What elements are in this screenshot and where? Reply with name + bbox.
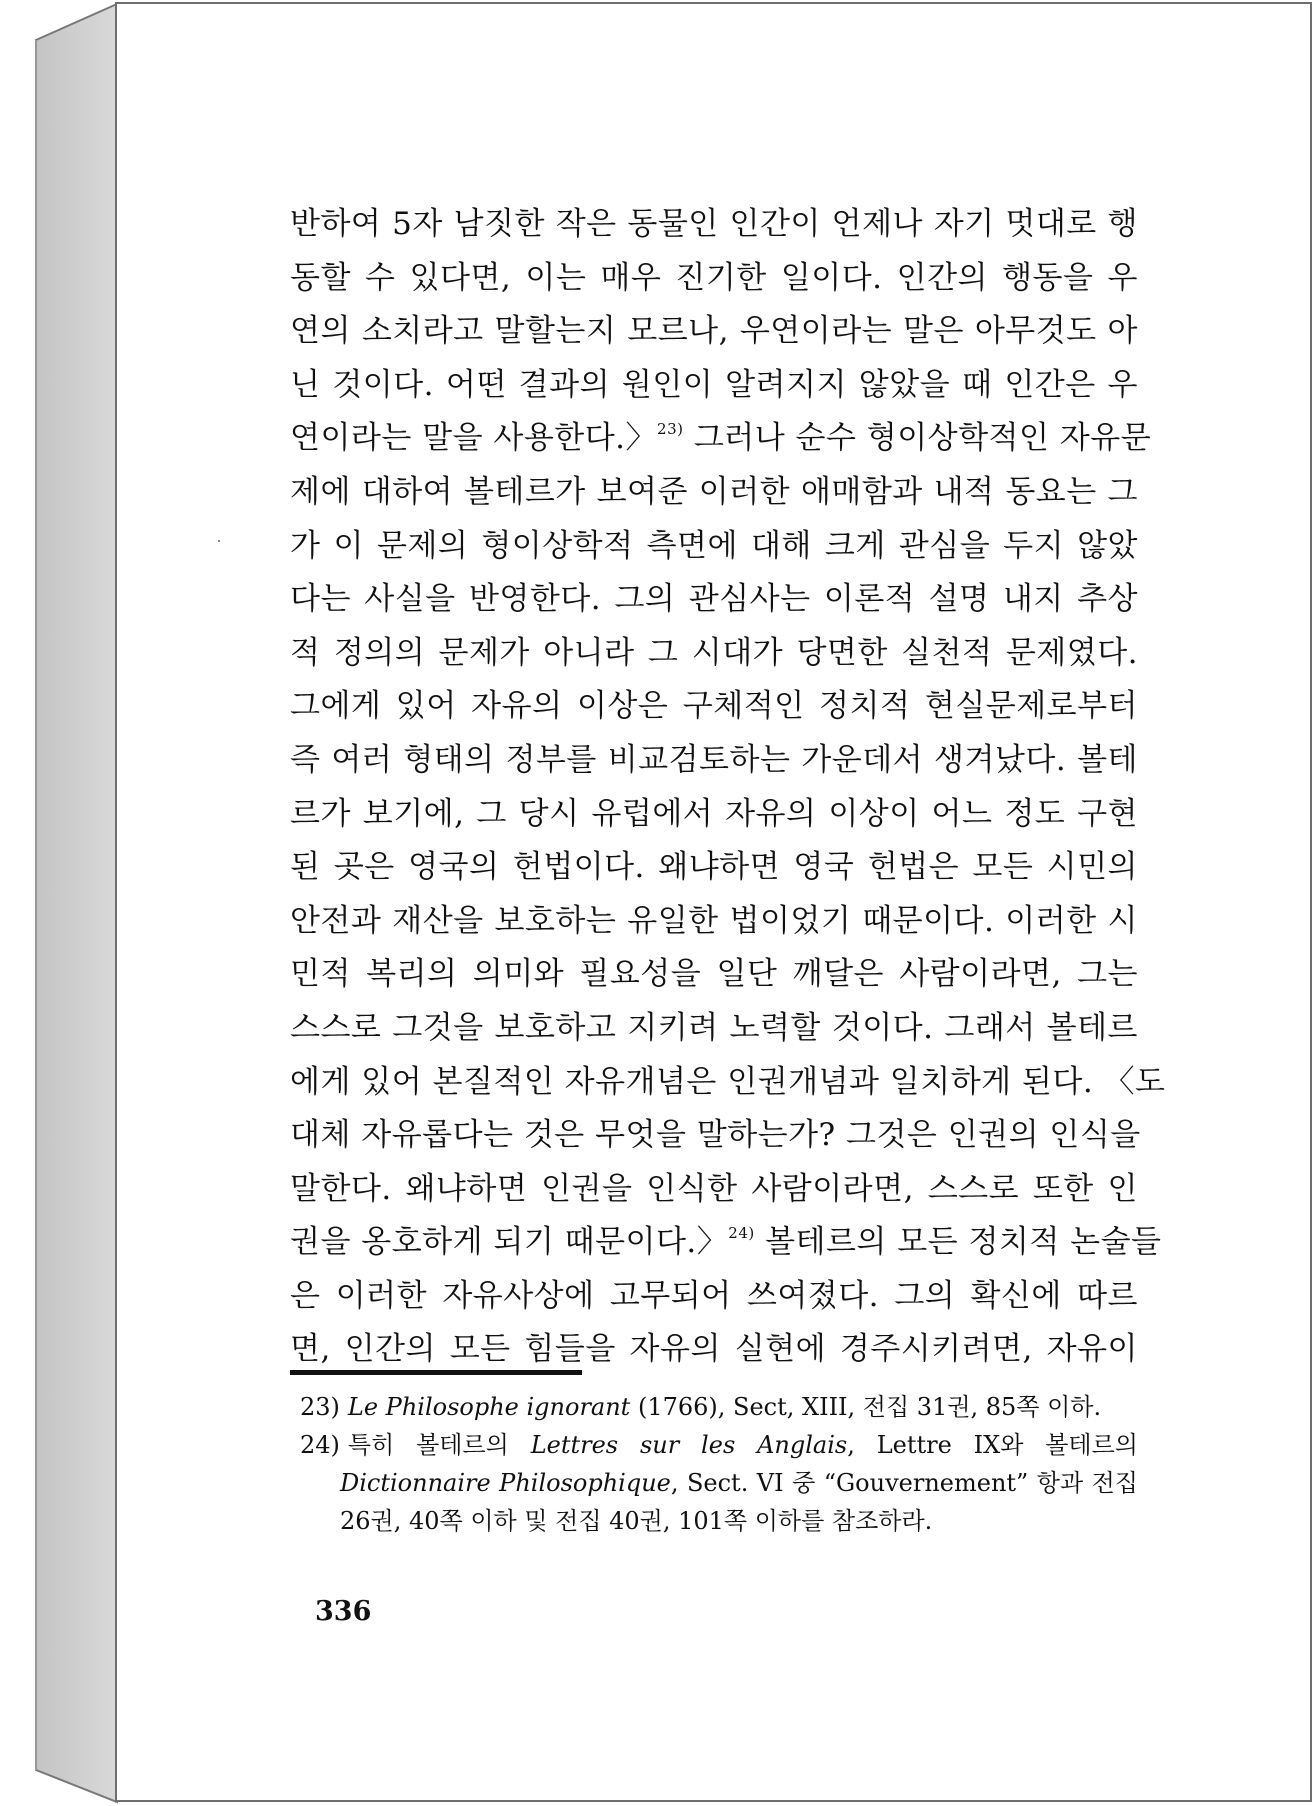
text-segment: 연이라는 말을 사용한다.〉 <box>290 420 658 457</box>
cited-title: Lettres sur les Anglais <box>530 1431 848 1459</box>
scan-speck <box>218 540 220 542</box>
footnote-24 <box>300 1426 1138 1464</box>
footnote-ref-24: 24) <box>728 1224 755 1243</box>
body-text <box>290 198 1166 1377</box>
text-line: 동할 수 있다면, 이는 매우 진기한 일이다. 인간의 행동을 우 <box>290 259 1138 296</box>
text-line: 제에 대하여 볼테르가 보여준 이러한 애매함과 내적 동요는 그 <box>290 473 1138 510</box>
text-line: 은 이러한 자유사상에 고무되어 쓰여졌다. 그의 확신에 따르 <box>290 1277 1138 1314</box>
text-line: 스스로 그것을 보호하고 지키려 노력할 것이다. 그래서 볼테르 <box>290 1009 1138 1046</box>
footnote-24-continued: 26권, 40쪽 이하 및 전집 40권, 101쪽 이하를 참조하라. <box>340 1507 933 1535</box>
cited-title: Le Philosophe ignorant <box>347 1393 631 1421</box>
text-segment: 권을 옹호하게 되기 때문이다.〉 <box>290 1224 729 1261</box>
text-line-with-footnote-ref <box>290 1216 1162 1270</box>
text-line: 면, 인간의 모든 힘들을 자유의 실현에 경주시키려면, 자유이 <box>290 1331 1138 1368</box>
footnotes <box>300 1388 1138 1540</box>
text-line: 말한다. 왜냐하면 인권을 인식한 사람이라면, 스스로 또한 인 <box>290 1170 1138 1207</box>
text-line: 안전과 재산을 보호하는 유일한 법이었기 때문이다. 이러한 시 <box>290 902 1138 939</box>
text-line: 그에게 있어 자유의 이상은 구체적인 정치적 현실문제로부터 <box>290 688 1138 725</box>
text-line: 가 이 문제의 형이상학적 측면에 대해 크게 관심을 두지 않았 <box>290 527 1138 564</box>
text-segment: 그러나 순수 형이상학적인 자유문 <box>683 420 1152 457</box>
text-line: 된 곳은 영국의 헌법이다. 왜냐하면 영국 헌법은 모든 시민의 <box>290 849 1138 886</box>
text-line: 연의 소치라고 말할는지 모르나, 우연이라는 말은 아무것도 아 <box>290 313 1138 350</box>
text-line: 즉 여러 형태의 정부를 비교검토하는 가운데서 생겨났다. 볼테 <box>290 741 1138 778</box>
footnote-24-continued <box>300 1464 1138 1502</box>
footnote-ref-23: 23) <box>657 420 684 439</box>
page-number: 336 <box>315 1596 372 1627</box>
text-line: 에게 있어 본질적인 자유개념은 인권개념과 일치하게 된다. 〈도 <box>290 1063 1166 1100</box>
text-segment: 볼테르의 모든 정치적 논술들 <box>754 1224 1162 1261</box>
text-line: 적 정의의 문제가 아니라 그 시대가 당면한 실천적 문제였다. <box>290 634 1138 671</box>
footnote-text: , Sect. VI 중 “Gouvernement” 항과 전집 <box>670 1469 1138 1497</box>
text-line: 닌 것이다. 어떤 결과의 원인이 알려지지 않았을 때 인간은 우 <box>290 366 1138 403</box>
text-line: 르가 보기에, 그 당시 유럽에서 자유의 이상이 어느 정도 구현 <box>290 795 1138 832</box>
text-line: 다는 사실을 반영한다. 그의 관심사는 이론적 설명 내지 추상 <box>290 581 1138 618</box>
footnote-number: 24) <box>300 1431 340 1459</box>
text-line: 대체 자유롭다는 것은 무엇을 말하는가? 그것은 인권의 인식을 <box>290 1117 1141 1154</box>
footnote-23 <box>300 1388 1138 1426</box>
footnote-text: , Lettre IX와 볼테르의 <box>847 1431 1138 1459</box>
footnote-text: 특히 볼테르의 <box>347 1431 531 1459</box>
cited-title: Dictionnaire Philosophique <box>340 1469 671 1497</box>
footnote-text: (1766), Sect, XIII, 전집 31권, 85쪽 이하. <box>630 1393 1102 1421</box>
text-line: 반하여 5자 남짓한 작은 동물인 인간이 언제나 자기 멋대로 행 <box>290 206 1138 242</box>
footnote-number: 23) <box>300 1393 340 1421</box>
footnote-separator <box>290 1370 582 1375</box>
text-line: 민적 복리의 의미와 필요성을 일단 깨달은 사람이라면, 그는 <box>290 956 1138 993</box>
text-line-with-footnote-ref <box>290 412 1152 466</box>
